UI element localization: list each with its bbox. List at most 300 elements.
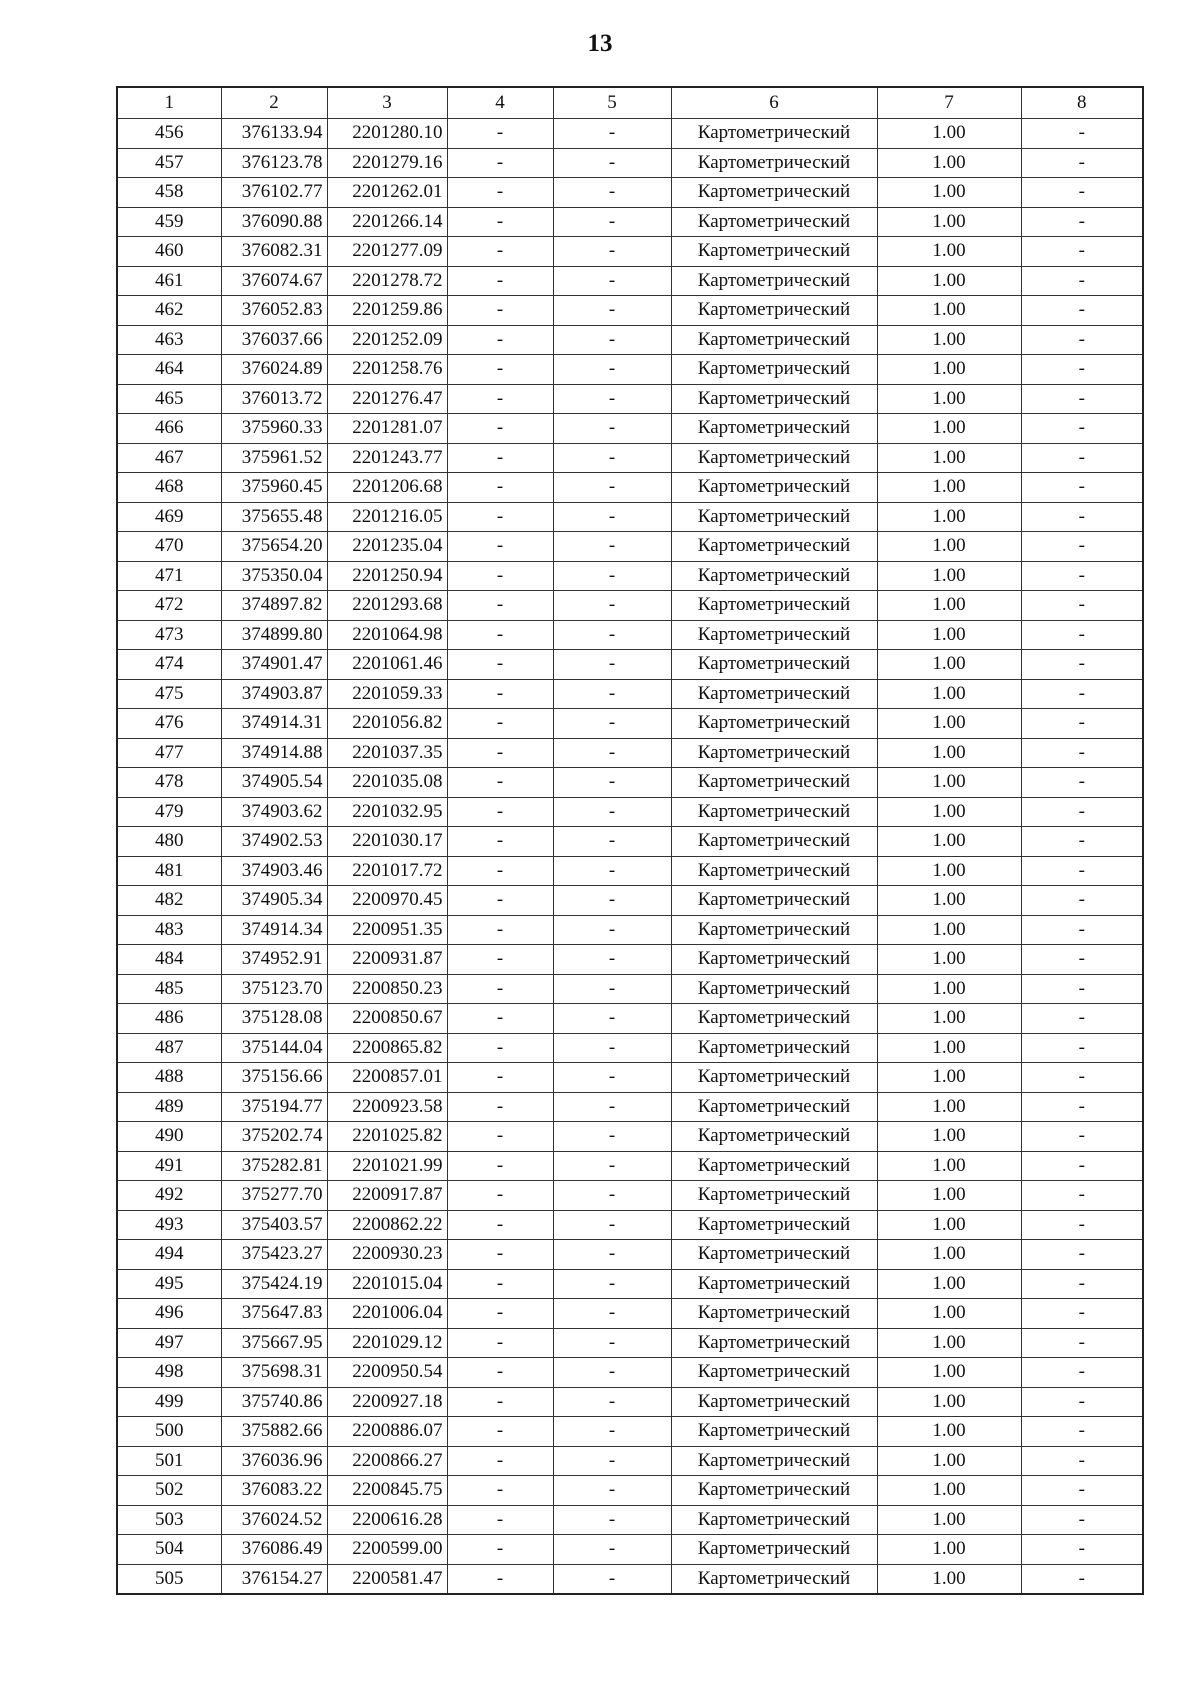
col5-cell: - [553, 1535, 671, 1565]
col8-cell: - [1021, 1505, 1143, 1535]
accuracy-cell: 1.00 [877, 1033, 1021, 1063]
col8-cell: - [1021, 738, 1143, 768]
table-row [117, 1210, 1143, 1240]
x-coordinate-cell: 376086.49 [221, 1535, 327, 1565]
point-number-cell: 481 [117, 856, 221, 886]
x-coordinate-cell: 376123.78 [221, 148, 327, 178]
method-cell: Картометрический [671, 620, 877, 650]
accuracy-cell: 1.00 [877, 827, 1021, 857]
col5-cell: - [553, 1358, 671, 1388]
col5-cell: - [553, 1122, 671, 1152]
col5-cell: - [553, 148, 671, 178]
col8-cell: - [1021, 561, 1143, 591]
method-cell: Картометрический [671, 1328, 877, 1358]
method-cell: Картометрический [671, 207, 877, 237]
method-cell: Картометрический [671, 414, 877, 444]
point-number-cell: 499 [117, 1387, 221, 1417]
column-header: 4 [447, 87, 553, 119]
col4-cell: - [447, 119, 553, 149]
y-coordinate-cell: 2201035.08 [327, 768, 447, 798]
column-header: 7 [877, 87, 1021, 119]
table-row [117, 1151, 1143, 1181]
point-number-cell: 476 [117, 709, 221, 739]
accuracy-cell: 1.00 [877, 620, 1021, 650]
col5-cell: - [553, 178, 671, 208]
y-coordinate-cell: 2201032.95 [327, 797, 447, 827]
accuracy-cell: 1.00 [877, 384, 1021, 414]
y-coordinate-cell: 2200927.18 [327, 1387, 447, 1417]
col8-cell: - [1021, 1299, 1143, 1329]
col4-cell: - [447, 1240, 553, 1270]
table-row [117, 1387, 1143, 1417]
method-cell: Картометрический [671, 355, 877, 385]
col5-cell: - [553, 974, 671, 1004]
point-number-cell: 503 [117, 1505, 221, 1535]
x-coordinate-cell: 375647.83 [221, 1299, 327, 1329]
method-cell: Картометрический [671, 1269, 877, 1299]
col8-cell: - [1021, 1063, 1143, 1093]
col8-cell: - [1021, 384, 1143, 414]
col8-cell: - [1021, 1476, 1143, 1506]
point-number-cell: 493 [117, 1210, 221, 1240]
y-coordinate-cell: 2200862.22 [327, 1210, 447, 1240]
col5-cell: - [553, 266, 671, 296]
method-cell: Картометрический [671, 974, 877, 1004]
col5-cell: - [553, 650, 671, 680]
method-cell: Картометрический [671, 1181, 877, 1211]
y-coordinate-cell: 2201064.98 [327, 620, 447, 650]
table-row [117, 709, 1143, 739]
y-coordinate-cell: 2200866.27 [327, 1446, 447, 1476]
col5-cell: - [553, 1328, 671, 1358]
x-coordinate-cell: 374899.80 [221, 620, 327, 650]
method-cell: Картометрический [671, 915, 877, 945]
accuracy-cell: 1.00 [877, 1299, 1021, 1329]
method-cell: Картометрический [671, 473, 877, 503]
y-coordinate-cell: 2201030.17 [327, 827, 447, 857]
accuracy-cell: 1.00 [877, 1328, 1021, 1358]
point-number-cell: 467 [117, 443, 221, 473]
col8-cell: - [1021, 1004, 1143, 1034]
point-number-cell: 491 [117, 1151, 221, 1181]
accuracy-cell: 1.00 [877, 1092, 1021, 1122]
col8-cell: - [1021, 473, 1143, 503]
table-row [117, 1299, 1143, 1329]
x-coordinate-cell: 376024.52 [221, 1505, 327, 1535]
y-coordinate-cell: 2200865.82 [327, 1033, 447, 1063]
method-cell: Картометрический [671, 1505, 877, 1535]
col4-cell: - [447, 1358, 553, 1388]
method-cell: Картометрический [671, 650, 877, 680]
col8-cell: - [1021, 148, 1143, 178]
col5-cell: - [553, 237, 671, 267]
col4-cell: - [447, 355, 553, 385]
accuracy-cell: 1.00 [877, 1446, 1021, 1476]
col5-cell: - [553, 1446, 671, 1476]
x-coordinate-cell: 376024.89 [221, 355, 327, 385]
col4-cell: - [447, 974, 553, 1004]
x-coordinate-cell: 374914.31 [221, 709, 327, 739]
method-cell: Картометрический [671, 296, 877, 326]
table-row [117, 886, 1143, 916]
y-coordinate-cell: 2200917.87 [327, 1181, 447, 1211]
y-coordinate-cell: 2201279.16 [327, 148, 447, 178]
col5-cell: - [553, 119, 671, 149]
table-row [117, 915, 1143, 945]
x-coordinate-cell: 376090.88 [221, 207, 327, 237]
col8-cell: - [1021, 1181, 1143, 1211]
method-cell: Картометрический [671, 237, 877, 267]
x-coordinate-cell: 374903.46 [221, 856, 327, 886]
col8-cell: - [1021, 1446, 1143, 1476]
method-cell: Картометрический [671, 384, 877, 414]
col8-cell: - [1021, 709, 1143, 739]
table-row [117, 1535, 1143, 1565]
point-number-cell: 472 [117, 591, 221, 621]
col5-cell: - [553, 355, 671, 385]
col4-cell: - [447, 1122, 553, 1152]
x-coordinate-cell: 375128.08 [221, 1004, 327, 1034]
method-cell: Картометрический [671, 561, 877, 591]
point-number-cell: 471 [117, 561, 221, 591]
col8-cell: - [1021, 768, 1143, 798]
y-coordinate-cell: 2200599.00 [327, 1535, 447, 1565]
point-number-cell: 482 [117, 886, 221, 916]
y-coordinate-cell: 2201061.46 [327, 650, 447, 680]
col5-cell: - [553, 532, 671, 562]
point-number-cell: 473 [117, 620, 221, 650]
col8-cell: - [1021, 207, 1143, 237]
table-row [117, 827, 1143, 857]
x-coordinate-cell: 375882.66 [221, 1417, 327, 1447]
method-cell: Картометрический [671, 1299, 877, 1329]
point-number-cell: 457 [117, 148, 221, 178]
column-header: 2 [221, 87, 327, 119]
col8-cell: - [1021, 1151, 1143, 1181]
accuracy-cell: 1.00 [877, 1181, 1021, 1211]
method-cell: Картометрический [671, 1446, 877, 1476]
col8-cell: - [1021, 650, 1143, 680]
x-coordinate-cell: 375423.27 [221, 1240, 327, 1270]
x-coordinate-cell: 375654.20 [221, 532, 327, 562]
coordinates-table [116, 86, 1144, 1595]
col5-cell: - [553, 1092, 671, 1122]
table-row [117, 532, 1143, 562]
page-number: 13 [587, 30, 613, 57]
point-number-cell: 461 [117, 266, 221, 296]
method-cell: Картометрический [671, 1387, 877, 1417]
col4-cell: - [447, 443, 553, 473]
accuracy-cell: 1.00 [877, 119, 1021, 149]
method-cell: Картометрический [671, 945, 877, 975]
accuracy-cell: 1.00 [877, 1476, 1021, 1506]
x-coordinate-cell: 374903.87 [221, 679, 327, 709]
accuracy-cell: 1.00 [877, 709, 1021, 739]
col5-cell: - [553, 915, 671, 945]
table-row [117, 1092, 1143, 1122]
method-cell: Картометрический [671, 178, 877, 208]
table-row [117, 1122, 1143, 1152]
method-cell: Картометрический [671, 797, 877, 827]
col8-cell: - [1021, 266, 1143, 296]
table-row [117, 650, 1143, 680]
col8-cell: - [1021, 502, 1143, 532]
x-coordinate-cell: 376133.94 [221, 119, 327, 149]
method-cell: Картометрический [671, 1004, 877, 1034]
col4-cell: - [447, 620, 553, 650]
point-number-cell: 486 [117, 1004, 221, 1034]
method-cell: Картометрический [671, 738, 877, 768]
x-coordinate-cell: 375156.66 [221, 1063, 327, 1093]
x-coordinate-cell: 375667.95 [221, 1328, 327, 1358]
x-coordinate-cell: 374905.34 [221, 886, 327, 916]
x-coordinate-cell: 375123.70 [221, 974, 327, 1004]
table-row [117, 178, 1143, 208]
point-number-cell: 470 [117, 532, 221, 562]
col4-cell: - [447, 1564, 553, 1594]
y-coordinate-cell: 2201250.94 [327, 561, 447, 591]
col4-cell: - [447, 148, 553, 178]
col5-cell: - [553, 709, 671, 739]
y-coordinate-cell: 2201216.05 [327, 502, 447, 532]
col8-cell: - [1021, 414, 1143, 444]
x-coordinate-cell: 375277.70 [221, 1181, 327, 1211]
table-header-row [117, 87, 1143, 119]
accuracy-cell: 1.00 [877, 738, 1021, 768]
col4-cell: - [447, 1033, 553, 1063]
method-cell: Картометрический [671, 1122, 877, 1152]
col4-cell: - [447, 414, 553, 444]
accuracy-cell: 1.00 [877, 1269, 1021, 1299]
col8-cell: - [1021, 797, 1143, 827]
col5-cell: - [553, 1269, 671, 1299]
col5-cell: - [553, 1240, 671, 1270]
col5-cell: - [553, 1476, 671, 1506]
table-row [117, 974, 1143, 1004]
point-number-cell: 501 [117, 1446, 221, 1476]
y-coordinate-cell: 2201025.82 [327, 1122, 447, 1152]
point-number-cell: 502 [117, 1476, 221, 1506]
col4-cell: - [447, 650, 553, 680]
col4-cell: - [447, 266, 553, 296]
col4-cell: - [447, 797, 553, 827]
x-coordinate-cell: 374905.54 [221, 768, 327, 798]
x-coordinate-cell: 376013.72 [221, 384, 327, 414]
col5-cell: - [553, 1063, 671, 1093]
column-header: 3 [327, 87, 447, 119]
col8-cell: - [1021, 443, 1143, 473]
col8-cell: - [1021, 827, 1143, 857]
col4-cell: - [447, 1269, 553, 1299]
point-number-cell: 478 [117, 768, 221, 798]
point-number-cell: 462 [117, 296, 221, 326]
method-cell: Картометрический [671, 1092, 877, 1122]
accuracy-cell: 1.00 [877, 1417, 1021, 1447]
accuracy-cell: 1.00 [877, 1004, 1021, 1034]
table-row [117, 1328, 1143, 1358]
col8-cell: - [1021, 1328, 1143, 1358]
table-row [117, 1181, 1143, 1211]
y-coordinate-cell: 2201281.07 [327, 414, 447, 444]
column-header: 8 [1021, 87, 1143, 119]
point-number-cell: 469 [117, 502, 221, 532]
col8-cell: - [1021, 532, 1143, 562]
point-number-cell: 464 [117, 355, 221, 385]
x-coordinate-cell: 375961.52 [221, 443, 327, 473]
point-number-cell: 480 [117, 827, 221, 857]
table-row [117, 797, 1143, 827]
accuracy-cell: 1.00 [877, 148, 1021, 178]
col4-cell: - [447, 561, 553, 591]
col4-cell: - [447, 1387, 553, 1417]
y-coordinate-cell: 2200581.47 [327, 1564, 447, 1594]
y-coordinate-cell: 2201259.86 [327, 296, 447, 326]
point-number-cell: 496 [117, 1299, 221, 1329]
method-cell: Картометрический [671, 1240, 877, 1270]
table-row [117, 325, 1143, 355]
col8-cell: - [1021, 1240, 1143, 1270]
method-cell: Картометрический [671, 443, 877, 473]
x-coordinate-cell: 375194.77 [221, 1092, 327, 1122]
col8-cell: - [1021, 1092, 1143, 1122]
accuracy-cell: 1.00 [877, 178, 1021, 208]
col8-cell: - [1021, 945, 1143, 975]
accuracy-cell: 1.00 [877, 473, 1021, 503]
x-coordinate-cell: 374902.53 [221, 827, 327, 857]
point-number-cell: 490 [117, 1122, 221, 1152]
table-row [117, 1417, 1143, 1447]
point-number-cell: 468 [117, 473, 221, 503]
col4-cell: - [447, 296, 553, 326]
col4-cell: - [447, 384, 553, 414]
accuracy-cell: 1.00 [877, 650, 1021, 680]
accuracy-cell: 1.00 [877, 1564, 1021, 1594]
table-row [117, 207, 1143, 237]
x-coordinate-cell: 375960.33 [221, 414, 327, 444]
point-number-cell: 492 [117, 1181, 221, 1211]
y-coordinate-cell: 2200923.58 [327, 1092, 447, 1122]
col4-cell: - [447, 1063, 553, 1093]
y-coordinate-cell: 2200930.23 [327, 1240, 447, 1270]
point-number-cell: 477 [117, 738, 221, 768]
method-cell: Картометрический [671, 768, 877, 798]
accuracy-cell: 1.00 [877, 207, 1021, 237]
accuracy-cell: 1.00 [877, 915, 1021, 945]
x-coordinate-cell: 376102.77 [221, 178, 327, 208]
x-coordinate-cell: 375403.57 [221, 1210, 327, 1240]
y-coordinate-cell: 2201258.76 [327, 355, 447, 385]
col4-cell: - [447, 1446, 553, 1476]
point-number-cell: 466 [117, 414, 221, 444]
point-number-cell: 459 [117, 207, 221, 237]
table-row [117, 1240, 1143, 1270]
col5-cell: - [553, 1564, 671, 1594]
method-cell: Картометрический [671, 148, 877, 178]
point-number-cell: 489 [117, 1092, 221, 1122]
point-number-cell: 479 [117, 797, 221, 827]
point-number-cell: 504 [117, 1535, 221, 1565]
table-row [117, 591, 1143, 621]
method-cell: Картометрический [671, 119, 877, 149]
y-coordinate-cell: 2200616.28 [327, 1505, 447, 1535]
col5-cell: - [553, 502, 671, 532]
table-row [117, 1063, 1143, 1093]
table-row [117, 1358, 1143, 1388]
x-coordinate-cell: 376154.27 [221, 1564, 327, 1594]
col5-cell: - [553, 797, 671, 827]
column-header: 5 [553, 87, 671, 119]
col5-cell: - [553, 384, 671, 414]
col8-cell: - [1021, 178, 1143, 208]
col4-cell: - [447, 502, 553, 532]
col4-cell: - [447, 1417, 553, 1447]
table-row [117, 384, 1143, 414]
col5-cell: - [553, 443, 671, 473]
point-number-cell: 495 [117, 1269, 221, 1299]
col5-cell: - [553, 620, 671, 650]
table-row [117, 738, 1143, 768]
col4-cell: - [447, 1151, 553, 1181]
method-cell: Картометрический [671, 1476, 877, 1506]
table-row [117, 768, 1143, 798]
col8-cell: - [1021, 1033, 1143, 1063]
accuracy-cell: 1.00 [877, 532, 1021, 562]
accuracy-cell: 1.00 [877, 856, 1021, 886]
table-row [117, 679, 1143, 709]
point-number-cell: 465 [117, 384, 221, 414]
col5-cell: - [553, 1004, 671, 1034]
point-number-cell: 463 [117, 325, 221, 355]
accuracy-cell: 1.00 [877, 1151, 1021, 1181]
accuracy-cell: 1.00 [877, 296, 1021, 326]
col4-cell: - [447, 945, 553, 975]
y-coordinate-cell: 2201037.35 [327, 738, 447, 768]
method-cell: Картометрический [671, 856, 877, 886]
col4-cell: - [447, 827, 553, 857]
col8-cell: - [1021, 974, 1143, 1004]
y-coordinate-cell: 2200857.01 [327, 1063, 447, 1093]
table-row [117, 473, 1143, 503]
y-coordinate-cell: 2201006.04 [327, 1299, 447, 1329]
col4-cell: - [447, 1505, 553, 1535]
method-cell: Картометрический [671, 1033, 877, 1063]
point-number-cell: 498 [117, 1358, 221, 1388]
col5-cell: - [553, 1181, 671, 1211]
col5-cell: - [553, 827, 671, 857]
table-row [117, 502, 1143, 532]
col5-cell: - [553, 207, 671, 237]
accuracy-cell: 1.00 [877, 679, 1021, 709]
method-cell: Картометрический [671, 1564, 877, 1594]
y-coordinate-cell: 2200951.35 [327, 915, 447, 945]
y-coordinate-cell: 2201059.33 [327, 679, 447, 709]
method-cell: Картометрический [671, 1151, 877, 1181]
col5-cell: - [553, 473, 671, 503]
col4-cell: - [447, 886, 553, 916]
table-row [117, 561, 1143, 591]
point-number-cell: 484 [117, 945, 221, 975]
method-cell: Картометрический [671, 679, 877, 709]
col4-cell: - [447, 1004, 553, 1034]
col8-cell: - [1021, 1122, 1143, 1152]
x-coordinate-cell: 375740.86 [221, 1387, 327, 1417]
y-coordinate-cell: 2201056.82 [327, 709, 447, 739]
x-coordinate-cell: 374903.62 [221, 797, 327, 827]
y-coordinate-cell: 2201235.04 [327, 532, 447, 562]
x-coordinate-cell: 376074.67 [221, 266, 327, 296]
x-coordinate-cell: 375144.04 [221, 1033, 327, 1063]
table-row [117, 355, 1143, 385]
